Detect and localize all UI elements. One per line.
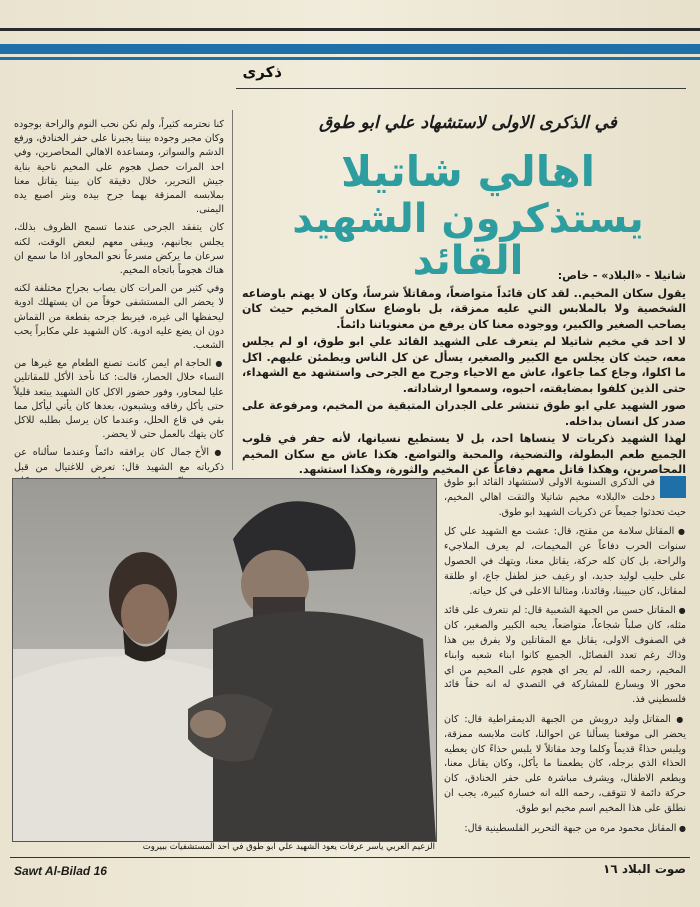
- section-divider: [236, 88, 686, 89]
- column-divider: [232, 110, 233, 470]
- right-paragraph-1-text: في الذكرى السنوية الاولى لاستشهاد القائد ابو طوق دخلت «البلاد» مخيم شاتيلا والتقت اهالي المخيم، حيث تحدثوا جميعاً عن ذكريات الشهيد ابو طوق.: [444, 477, 686, 518]
- article-intro: [242, 268, 686, 480]
- intro-paragraph-4: لهذا الشهيد ذكريات لا ينساها احد، بل لا يستطيع نسيانها، لأنه حفر في قلوب الجميع طعم البطولة، والتضحية، والمحبة والتواضع. هكذا عاش مع سكان المخيم المحاصرين، وهكذا قاتل معهم دفاعاً عن المخيم والثورة، وهكذا استشهد.: [242, 432, 686, 476]
- left-paragraph-5: ● الأخ جمال كان يرافقه دائماً وعندما سألناه عن ذكرياته مع الشهيد قال: تعرض للاغتيال من قبل: [14, 446, 224, 517]
- article-photo: [12, 478, 437, 842]
- right-paragraph-3: ● المقاتل حسن من الجبهة الشعبية قال: لم نتعرف على قائد مثله، كان صلباً شجاعاً، متواضعاً، يحبه الكبير والصغير، كان في الصفوف الاولى، يقاتل مع المقاتلين ولا يفرق بين هذا وذاك رغم تعدد الفصائل، الجميع كانوا ابناء شعبه وابناء المخيم، رحمه الله، لم يجر اي هجوم على المخيم من اي محور الا ويسارع للمشاركة في التصدي له انه حقاً قائد فلسطيني فذ.: [444, 604, 686, 708]
- blue-header-stripe: [0, 57, 700, 60]
- intro-paragraph-1: يقول سكان المخيم.. لقد كان قائداً متواضعاً، ومقاتلاً شرساً، وكان لا يهتم باوضاعه الشخصية ولا بالملابس التي عليه ممزقة، بل باوضاع سكان المخيم حيث كان يصاحب الصغير والكبير، ووجوده معنا كان يرفع من معنوياتنا دائماً.: [242, 286, 686, 331]
- photo-caption: الزعيم العربي ياسر عرفات يعود الشهيد علي ابو طوق في احد المستشفيات ببيروت: [142, 842, 435, 852]
- left-paragraph-3: وفي كثير من المرات كان يصاب بجراح مختلفة لكنه لا يحضر الى المستشفى خوفاً من ان يستهلك ادوية ليحفظها الى غيره، فيربط جرحه بقطعة من القماش دون ان يضع عليه ادوية. كان الشهيد علي مكابراً يحب الشعب.: [14, 283, 224, 352]
- footer-rule: [10, 857, 690, 858]
- left-paragraph-4: ● الحاجة ام ايمن كانت تصنع الطعام مع غيرها من النساء خلال الحصار، قالت: كنا نأخذ الأكل للمقاتلين عليا لمحاور، وفور حضور الاكل كان الشهيد يبتعد قليلاً حتى يأكل رفاقه ويشبعون، بعدها كان يأتي ليأكل مما بقي في قاع الحلل، وعندما كان يرسل بطلبه للاكل كان يتهك بالعمل حتى لا يحضر.: [14, 357, 224, 442]
- right-paragraph-1: [444, 476, 686, 520]
- intro-paragraph-3: صور الشهيد علي ابو طوق تنتشر على الجدران المتبقية من المخيم، ومرفوعة على صدر كل انسان بداخله.: [242, 399, 686, 428]
- footer-page-arabic: صوت البلاد ١٦: [603, 862, 686, 876]
- right-paragraph-2: ● المقاتل سلامة من مقتح، قال: عشت مع الشهيد علي كل سنوات الحرب دفاعاً عن المخيمات، لم يعرف الملاجيء والراحة، بل كان كله حركة، يقاتل معنا، ويتهك في الحصول على حليب لوليد جديد، او رغيف خبز لطفل جاع، او طلقة لمقاتل، كان حبيبنا، وقائدنا، ومثالنا الاعلى في كل حياته.: [444, 525, 686, 599]
- footer-page-latin: Sawt Al-Bilad 16: [14, 864, 107, 878]
- right-paragraph-5: ● المقاتل محمود مره من جبهة التحرير الفلسطينية قال:: [444, 822, 686, 837]
- article-subtitle: في الذكرى الاولى لاستشهاد علي ابو طوق: [319, 113, 617, 133]
- left-column: [14, 118, 224, 521]
- left-paragraph-2: كان يتفقد الجرحى عندما تسمح الظروف بذلك، يجلس بجانبهم، ويبقى معهم لبعض الوقت، لكنه سرعان ما يركض مسرعاً نحو المحاور اذا ما سمع ان هناك هجوماً باتجاه المخيم.: [14, 222, 224, 277]
- photo-illustration: [13, 479, 436, 841]
- magazine-logo-icon: [660, 476, 686, 498]
- right-column: [444, 476, 686, 841]
- left-paragraph-1: كنا نحترمه كثيراً، ولم نكن نحب النوم والراحة بوجوده وكان مجبر وجوده بيننا يجبرنا على حفر الخنادق، ورفع الدشم والسواتر، ومساعدة الاهالي المحاصرين، وفي احد المرات حصل هجوم على المخيم ناحية بناية جيش التحرير، خلال دقيقة كان بيننا يقاتل معنا بملابسه الممزقة بهما جرح بيده وبتر اصبع يده اليمنى.: [14, 119, 224, 216]
- headline-line-1: اهالي شاتيلا: [340, 147, 596, 196]
- intro-paragraph-2: لا احد في مخيم شاتيلا لم يتعرف على الشهيد القائد علي ابو طوق، او لم يجلس معه، حيث كان يجلس مع الكبير والصغير، يسأل عن كل الناس ويطمئن عليهم. اكل ما اكلوا، وجاع كما جاعوا، عاش مع الاحياء وجرح مع الجرحى واستشهد مع الشهداء، حتى الذين كلفوا بمضايقته، احبوه، وسمعوا ارشاداته.: [242, 335, 686, 395]
- right-paragraph-4: ● المقاتل وليد درويش من الجبهة الديمقراطية قال: كان يحضر الى موقعنا يسألنا عن احوالنا، كانت ملابسه ممزقة، ويلبس حذاءً قديماً وكلما وجد مقاتلاً لا يلبس حذاءً كان يعطيه الحذاء الذي برجله، كان يطعمنا ما يأكل، وكان يقاتل معنا، ويطعم الاطفال، ويشرف مباشرة على حفر الخنادق، كان حركة دائمة لا تتوقف، رحمه الله انه خسارة كبيرة، يجب ان نطلق على هذا المخيم اسم مخيم ابو طوق.: [444, 713, 686, 817]
- byline: شاتيلا - «البلاد» - خاص:: [557, 269, 686, 282]
- headline-line-2: يستذكرون الشهيد القائد: [292, 196, 644, 285]
- blue-header-bar: [0, 44, 700, 54]
- section-label: ذكرى: [242, 63, 282, 81]
- article-headline: [250, 147, 686, 285]
- top-rule: [0, 28, 700, 31]
